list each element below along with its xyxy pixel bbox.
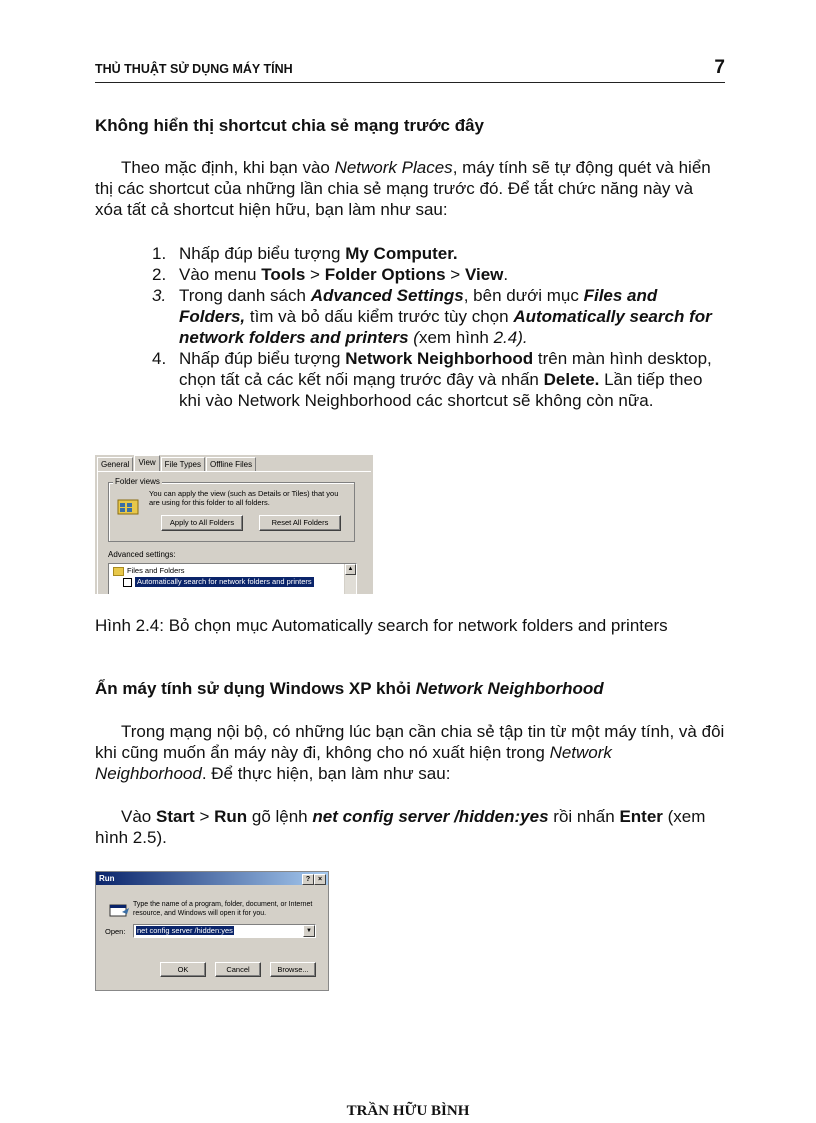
- cancel-button[interactable]: Cancel: [215, 962, 261, 977]
- page-footer: TRẦN HỮU BÌNH: [346, 1103, 470, 1119]
- section2-heading: Ẩn máy tính sử dụng Windows XP khỏi Network Neighborhood: [95, 679, 604, 698]
- tab-strip: [97, 457, 257, 472]
- steps-list: [152, 243, 727, 411]
- section1-heading: Không hiển thị shortcut chia sẻ mạng trước đây: [95, 116, 484, 135]
- run-description: Type the name of a program, folder, document, or Internet resource, and Windows will open it for you.: [133, 901, 313, 917]
- advanced-settings-tree[interactable]: [108, 563, 357, 594]
- close-icon[interactable]: ×: [314, 874, 326, 885]
- open-input[interactable]: [133, 924, 316, 938]
- folder-views-description: You can apply the view (such as Details or Tiles) that you are using for this folder to all folders.: [149, 489, 339, 507]
- page-number: 7: [714, 57, 725, 78]
- run-icon: [108, 902, 130, 918]
- list-item: 1. Nhấp đúp biểu tượng My Computer.: [152, 244, 458, 263]
- folder-views-label: Folder views: [115, 477, 160, 486]
- list-item: 4. Nhấp đúp biểu tượng Network Neighborhood trên màn hình desktop, chọn tất cả các kết nối mạng trước đây và nhấn Delete. Lần tiếp theo khi vào Network Neighborhood các shortcut sẽ không còn nữa.: [152, 349, 712, 410]
- tree-item-auto-search[interactable]: Automatically search for network folders and printers: [123, 577, 314, 587]
- reset-all-folders-button[interactable]: Reset All Folders: [259, 515, 341, 531]
- tree-item-files-and-folders[interactable]: Files and Folders: [113, 566, 185, 576]
- scrollbar[interactable]: [344, 564, 356, 594]
- list-item: 2. Vào menu Tools > Folder Options > View.: [152, 265, 509, 284]
- folder-views-group: [108, 477, 355, 542]
- page-header: [95, 56, 725, 83]
- run-dialog-screenshot: [95, 871, 329, 991]
- command-value: net config server /hidden:yes: [137, 926, 233, 935]
- help-icon[interactable]: ?: [302, 874, 314, 885]
- open-label: Open:: [105, 927, 126, 936]
- tab-panel: [97, 471, 371, 594]
- folder-icon: [113, 567, 124, 576]
- tab-offline-files[interactable]: Offline Files: [206, 457, 256, 471]
- tab-view[interactable]: View: [134, 455, 159, 471]
- folder-views-icon: [117, 497, 139, 515]
- scroll-up-icon[interactable]: ▲: [345, 564, 356, 575]
- apply-to-all-folders-button[interactable]: Apply to All Folders: [161, 515, 243, 531]
- advanced-settings-label: Advanced settings:: [108, 550, 176, 559]
- ok-button[interactable]: OK: [160, 962, 206, 977]
- section2-paragraph-1: Trong mạng nội bộ, có những lúc bạn cần chia sẻ tập tin từ một máy tính, và đôi khi cũng muốn ẩn máy này đi, không cho nó xuất hiện trong Network Neighborhood. Để thực hiện, bạn làm như sau:: [95, 722, 725, 783]
- figure-2-4-caption: Hình 2.4: Bỏ chọn mục Automatically search for network folders and printers: [95, 616, 668, 635]
- checkbox[interactable]: [123, 578, 132, 587]
- chevron-down-icon[interactable]: ▼: [303, 925, 315, 937]
- tab-file-types[interactable]: File Types: [161, 457, 205, 471]
- folder-options-screenshot: [95, 455, 373, 594]
- section1-intro: Theo mặc định, khi bạn vào Network Places, máy tính sẽ tự động quét và hiển thị các shortcut của những lần chia sẻ mạng trước đó. Để tắt chức năng này và xóa tất cả shortcut hiện hữu, bạn làm như sau:: [95, 158, 711, 219]
- tab-general[interactable]: General: [97, 457, 133, 471]
- header-title: THỦ THUẬT SỬ DỤNG MÁY TÍNH: [95, 62, 293, 76]
- list-item: 3. Trong danh sách Advanced Settings, bên dưới mục Files and Folders, tìm và bỏ dấu kiểm trước tùy chọn Automatically search for network folders and printers (xem hình 2.4).: [152, 286, 712, 347]
- run-title: Run: [99, 874, 115, 883]
- run-title-bar: [96, 872, 328, 885]
- browse-button[interactable]: Browse...: [270, 962, 316, 977]
- section2-paragraph-2: Vào Start > Run gõ lệnh net config server /hidden:yes rồi nhấn Enter (xem hình 2.5).: [95, 807, 706, 847]
